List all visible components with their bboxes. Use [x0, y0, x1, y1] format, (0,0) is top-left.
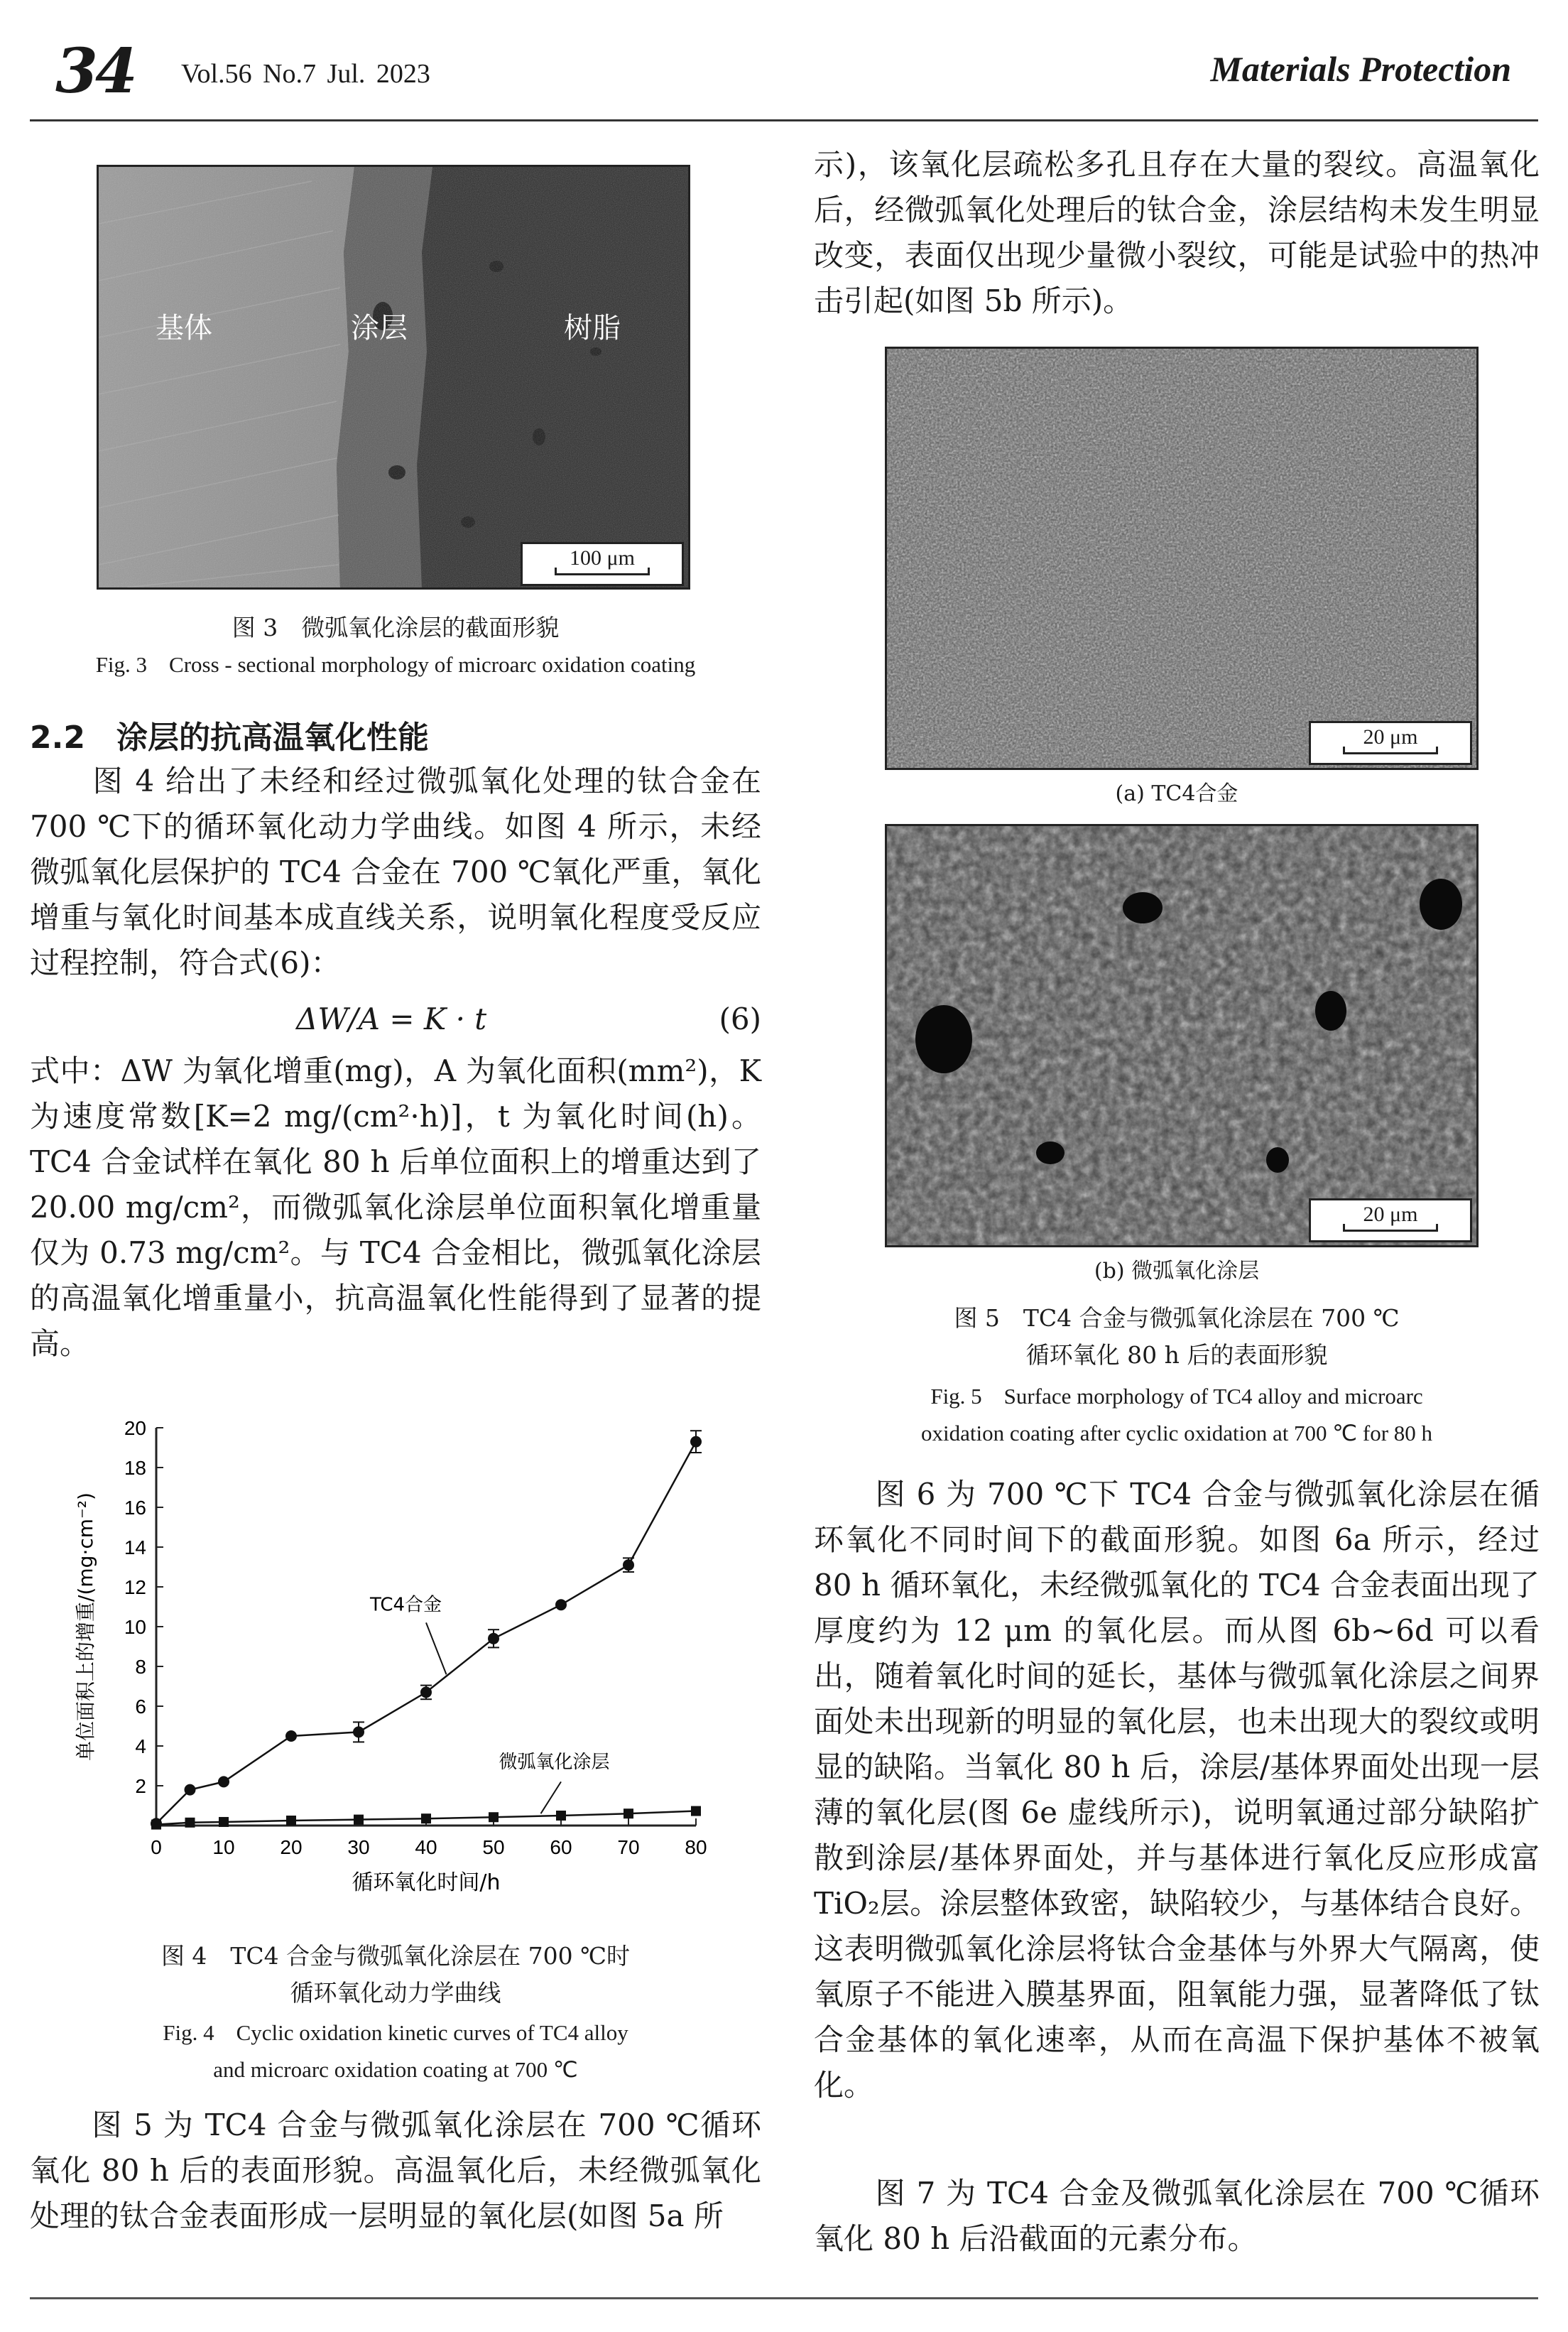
data-point-circle	[185, 1784, 196, 1796]
data-point-square	[489, 1812, 499, 1822]
fig3-caption-en: Fig. 3 Cross - sectional morphology of microarc oxidation coating	[95, 652, 696, 677]
series-label-tc4: TC4合金	[369, 1594, 442, 1616]
left-paragraph-3: 图 5 为 TC4 合金与微弧氧化涂层在 700 ℃循环氧化 80 h 后的表面形貌。高温氧化后，未经微弧氧化处理的钛合金表面形成一层明显的氧化层(如图 5a 所	[30, 2108, 761, 2233]
series-label-tc4-leader	[426, 1622, 447, 1674]
data-point-circle	[420, 1686, 432, 1698]
footer-rule	[30, 2297, 1538, 2299]
x-tick-label: 70	[617, 1836, 640, 1858]
fig5-caption-en-1: Fig. 5 Surface morphology of TC4 alloy and microarc	[930, 1384, 1423, 1409]
equation-number: (6)	[719, 1002, 761, 1036]
y-tick-label: 2	[135, 1775, 146, 1797]
page-number: 34	[55, 36, 135, 107]
data-point-circle	[690, 1436, 702, 1448]
fig3-label-substrate: 基体	[156, 312, 212, 345]
data-point-circle	[623, 1559, 634, 1571]
y-tick-label: 20	[124, 1417, 146, 1439]
x-tick-label: 10	[212, 1836, 235, 1858]
x-tick-label: 80	[685, 1836, 707, 1858]
section-title: 2.2 涂层的抗高温氧化性能	[30, 720, 429, 756]
fig5b-subcaption: (b) 微弧氧化涂层	[1094, 1259, 1260, 1284]
y-axis-title: 单位面积上的增重/(mg·cm⁻²)	[74, 1492, 97, 1761]
fig5-caption-cn-2: 循环氧化 80 h 后的表面形貌	[1025, 1341, 1328, 1369]
fig4-caption-cn-1: 图 4 TC4 合金与微弧氧化涂层在 700 ℃时	[160, 1942, 631, 1970]
y-tick-label: 14	[124, 1536, 146, 1558]
y-tick-label: 10	[124, 1616, 146, 1638]
series-line-0	[156, 1442, 696, 1824]
right-paragraph-3: 图 7 为 TC4 合金及微弧氧化涂层在 700 ℃循环氧化 80 h 后沿截面的元素分布。	[814, 2176, 1540, 2256]
fig5b-scale-bar	[1309, 1198, 1472, 1242]
right-paragraph-1: 示)，该氧化层疏松多孔且存在大量的裂纹。高温氧化后，经微弧氧化处理后的钛合金，涂层结构未发生明显改变，表面仅出现少量微小裂纹，可能是试验中的热冲击引起(如图 5b 所示)。	[814, 147, 1540, 318]
data-point-square	[219, 1817, 229, 1827]
x-tick-label: 50	[482, 1836, 505, 1858]
fig4-caption-en-2: and microarc oxidation coating at 700 ℃	[213, 2057, 578, 2082]
data-point-square	[421, 1813, 431, 1823]
fig4-chart-svg	[64, 1414, 746, 1925]
y-tick-label: 8	[135, 1656, 146, 1678]
data-point-circle	[488, 1633, 499, 1644]
fig4-caption-en-1: Fig. 4 Cyclic oxidation kinetic curves of TC4 alloy	[163, 2020, 628, 2045]
fig5a-scale-bar	[1309, 721, 1472, 765]
fig5-caption-en-2: oxidation coating after cyclic oxidation at 700 ℃ for 80 h	[920, 1421, 1433, 1446]
data-point-square	[151, 1820, 161, 1830]
data-point-square	[624, 1808, 633, 1818]
left-paragraph-2: 式中：ΔW 为氧化增重(mg)，A 为氧化面积(mm²)，K 为速度常数[K=2 mg/(cm²·h)]，t 为氧化时间(h)。TC4 合金试样在氧化 80 h 后单位面积上的增重达到了 20.00 mg/cm²，而微弧氧化涂层单位面积氧化增重量仅为 0.73 mg/cm²。与 TC4 合金相比，微弧氧化涂层的高温氧化增重量小，抗高温氧化性能得到了显著的提高。	[30, 1053, 761, 1361]
y-tick-label: 16	[124, 1497, 146, 1519]
data-point-circle	[555, 1599, 567, 1610]
fig5a-sem-svg	[887, 349, 1476, 768]
journal-issue: Vol.56 No.7 Jul. 2023	[181, 59, 430, 89]
y-tick-label: 6	[135, 1696, 146, 1718]
data-point-circle	[218, 1776, 229, 1787]
fig4-chart	[64, 1414, 746, 1925]
y-tick-label: 4	[135, 1735, 146, 1757]
data-point-square	[556, 1811, 566, 1821]
fig3-label-coating: 涂层	[351, 312, 408, 345]
fig5b-sem-svg	[887, 826, 1476, 1245]
x-tick-label: 60	[550, 1836, 572, 1858]
data-point-square	[286, 1816, 296, 1826]
fig5a-subcaption: (a) TC4合金	[1115, 781, 1238, 806]
fig3-sem-svg	[99, 167, 688, 587]
fig5-caption-cn-1: 图 5 TC4 合金与微弧氧化涂层在 700 ℃	[954, 1304, 1400, 1332]
series-label-coating: 微弧氧化涂层	[499, 1751, 610, 1773]
fig5a-image	[885, 347, 1479, 770]
left-paragraph-1: 图 4 给出了未经和经过微弧氧化处理的钛合金在 700 ℃下的循环氧化动力学曲线。如图 4 所示，未经微弧氧化层保护的 TC4 合金在 700 ℃氧化严重，氧化增重与氧化时间基本成直线关系，说明氧化程度受反应过程控制，符合式(6)：	[30, 764, 761, 980]
fig4-caption-cn-2: 循环氧化动力学曲线	[290, 1979, 501, 2007]
x-tick-label: 0	[151, 1836, 162, 1858]
x-tick-label: 30	[347, 1836, 370, 1858]
equation	[30, 1002, 761, 1044]
y-tick-label: 18	[124, 1457, 146, 1479]
fig5b-scale-text: 20 μm	[1363, 1203, 1418, 1226]
series-label-coating-leader	[541, 1781, 562, 1813]
fig3-label-resin: 树脂	[564, 312, 621, 345]
data-point-circle	[285, 1730, 297, 1742]
data-point-square	[185, 1818, 195, 1828]
fig3-caption-cn: 图 3 微弧氧化涂层的截面形貌	[232, 614, 560, 641]
fig5b-image	[885, 824, 1479, 1247]
fig3-scale-bar	[521, 542, 684, 586]
fig5a-scale-text: 20 μm	[1363, 725, 1418, 749]
data-point-circle	[353, 1726, 364, 1737]
data-point-square	[691, 1806, 701, 1816]
fig3-image	[97, 165, 690, 590]
x-tick-label: 20	[280, 1836, 303, 1858]
data-point-square	[354, 1815, 364, 1825]
y-tick-label: 12	[124, 1576, 146, 1598]
fig3-scale-text: 100 μm	[570, 546, 635, 570]
header-rule	[30, 119, 1538, 121]
x-axis-title: 循环氧化时间/h	[352, 1870, 501, 1895]
right-paragraph-2: 图 6 为 700 ℃下 TC4 合金与微弧氧化涂层在循环氧化不同时间下的截面形貌。如图 6a 所示，经过 80 h 循环氧化，未经微弧氧化的 TC4 合金表面出现了厚度约为 12 μm 的氧化层。而从图 6b~6d 可以看出，随着氧化时间的延长，基体与微弧氧化涂层之间界面处未出现新的明显的氧化层，也未出现大的裂纹或明显的缺陷。当氧化 80 h 后，涂层/基体界面处出现一层薄的氧化层(图 6e 虚线所示)，说明氧通过部分缺陷扩散到涂层/基体界面处，并与基体进行氧化反应形成富 TiO₂层。涂层整体致密，缺陷较少，与基体结合良好。这表明微弧氧化涂层将钛合金基体与外界大气隔离，使氧原子不能进入膜基界面，阻氧能力强，显著降低了钛合金基体的氧化速率，从而在高温下保护基体不被氧化。	[814, 1477, 1540, 2103]
equation-expr: ΔW/A = K · t	[296, 1002, 487, 1036]
journal-name: Materials Protection	[1210, 49, 1511, 89]
x-tick-label: 40	[415, 1836, 437, 1858]
